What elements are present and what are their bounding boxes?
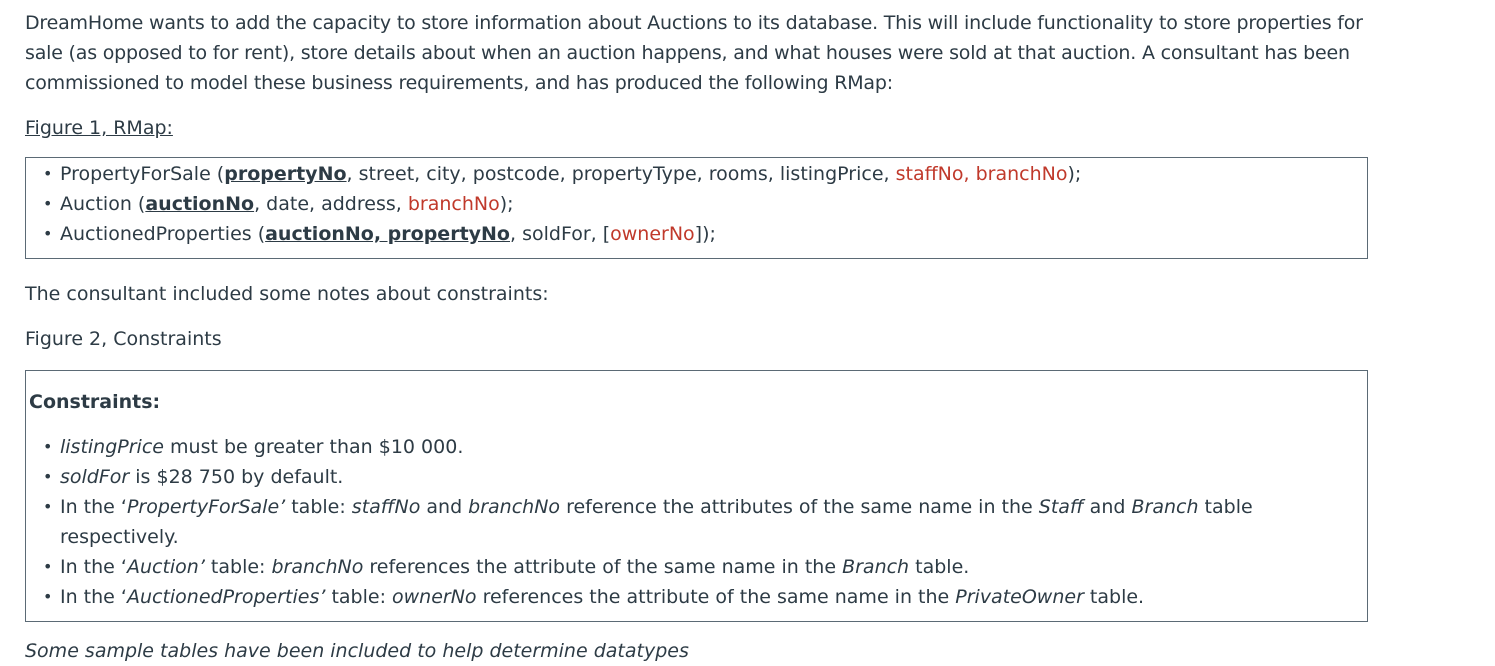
intro-paragraph: DreamHome wants to add the capacity to store information about Auctions to its database. This will include functionality to store properties for sale (as opposed to for rent), store details about when an auction happens, and what houses were sold at that auction. A consultant has been commissioned to model these business requirements, and has produced the following RMap: <box>25 12 1363 94</box>
attribute-name: staffNo <box>351 496 421 518</box>
figure2-caption: Figure 2, Constraints <box>25 328 222 350</box>
rmap-list <box>26 159 1367 249</box>
constraint-text: references the attribute of the same name in the <box>363 556 843 578</box>
table-name: Staff <box>1038 496 1084 518</box>
constraint-text: and <box>420 496 469 518</box>
relation-name: PropertyForSale ( <box>60 163 225 185</box>
table-name: AuctionedProperties’ <box>126 586 326 608</box>
constraint-item <box>60 582 1367 612</box>
table-name: PrivateOwner <box>955 586 1084 608</box>
relation-end: ]); <box>694 223 716 245</box>
constraint-text: table: <box>325 586 393 608</box>
attribute-name: soldFor <box>60 466 130 488</box>
constraint-text: and <box>1083 496 1132 518</box>
constraint-item <box>60 462 1367 492</box>
table-name: Branch <box>1131 496 1199 518</box>
relation-name: AuctionedProperties ( <box>60 223 266 245</box>
attribute-name: branchNo <box>468 496 561 518</box>
constraint-item <box>60 432 1367 462</box>
constraint-item <box>60 492 1367 552</box>
primary-key: auctionNo <box>145 193 255 215</box>
constraints-list <box>29 432 1367 612</box>
relation-end: ); <box>499 193 514 215</box>
constraint-text: table respectively. <box>60 496 1253 548</box>
constraint-text: table. <box>909 556 970 578</box>
rmap-box <box>25 157 1368 259</box>
attributes: , street, city, postcode, propertyType, rooms, listingPrice, <box>346 163 896 185</box>
primary-key: propertyNo <box>224 163 347 185</box>
primary-key: auctionNo, propertyNo <box>265 223 510 245</box>
rmap-item-auctionedproperties <box>60 219 1367 249</box>
table-name: Auction’ <box>126 556 205 578</box>
attribute-name: listingPrice <box>60 436 164 458</box>
constraints-box <box>25 370 1368 622</box>
foreign-key: branchNo <box>407 193 500 215</box>
constraint-text: table: <box>285 496 352 518</box>
relation-name: Auction ( <box>60 193 146 215</box>
constraint-text: table. <box>1083 586 1145 608</box>
sample-tables-note: Some sample tables have been included to help determine datatypes <box>25 640 689 662</box>
constraint-text: is $28 750 by default. <box>129 466 344 488</box>
attribute-name: ownerNo <box>392 586 477 608</box>
constraint-text: must be greater than $10 000. <box>163 436 464 458</box>
constraint-text: reference the attributes of the same name in the <box>560 496 1039 518</box>
notes-paragraph: The consultant included some notes about constraints: <box>25 283 549 305</box>
constraint-text: In the ‘ <box>60 556 127 578</box>
attribute-name: branchNo <box>271 556 364 578</box>
relation-end: ); <box>1067 163 1082 185</box>
constraints-title: Constraints: <box>29 391 161 413</box>
constraint-text: In the ‘ <box>60 496 127 518</box>
rmap-item-propertyforsale <box>60 159 1367 189</box>
table-name: Branch <box>842 556 910 578</box>
attributes: , date, address, <box>254 193 408 215</box>
attributes: , soldFor, [ <box>510 223 611 245</box>
foreign-key: staffNo, branchNo <box>895 163 1068 185</box>
constraint-item <box>60 552 1367 582</box>
figure1-caption: Figure 1, RMap: <box>25 117 173 139</box>
rmap-item-auction <box>60 189 1367 219</box>
constraint-text: table: <box>204 556 272 578</box>
table-name: PropertyForSale’ <box>126 496 286 518</box>
foreign-key: ownerNo <box>610 223 695 245</box>
constraint-text: references the attribute of the same name in the <box>476 586 956 608</box>
constraint-text: In the ‘ <box>60 586 127 608</box>
